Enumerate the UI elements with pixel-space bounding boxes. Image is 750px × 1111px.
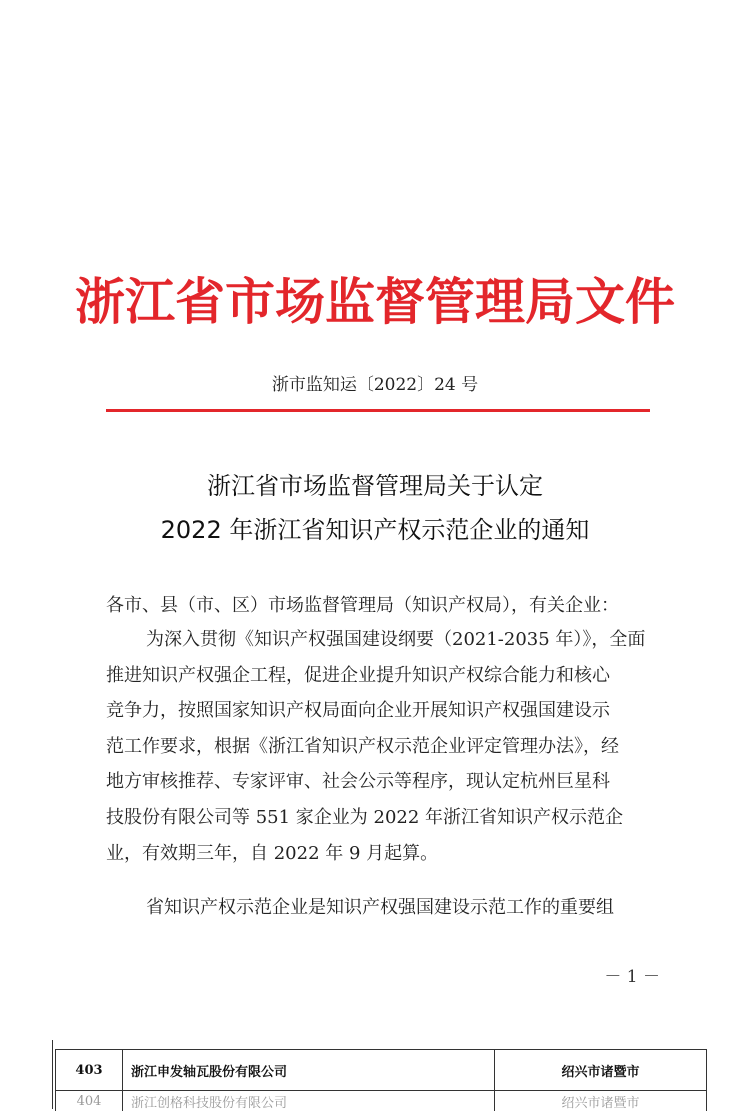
page-number: － 1 － xyxy=(560,962,660,987)
next-page-left-border xyxy=(52,1040,53,1109)
title-line-2: 2022 年浙江省知识产权示范企业的通知 xyxy=(0,508,750,552)
company-name: 浙江申发轴瓦股份有限公司 xyxy=(123,1050,495,1091)
masthead-title: 浙江省市场监督管理局文件 xyxy=(0,270,750,334)
red-divider xyxy=(106,409,650,412)
paragraph-line: 地方审核推荐、专家评审、社会公示等程序，现认定杭州巨星科 xyxy=(106,764,654,800)
title-line-1: 浙江省市场监督管理局关于认定 xyxy=(0,464,750,508)
table-row xyxy=(56,1091,707,1111)
paragraph-line: 竞争力，按照国家知识产权局面向企业开展知识产权强国建设示 xyxy=(106,693,654,729)
paragraph-line: 范工作要求，根据《浙江省知识产权示范企业评定管理办法》，经 xyxy=(106,729,654,765)
paragraph-line: 技股份有限公司等 551 家企业为 2022 年浙江省知识产权示范企 xyxy=(106,800,654,836)
paragraph-line: 业，有效期三年，自 2022 年 9 月起算。 xyxy=(106,836,654,872)
row-number: 403 xyxy=(56,1050,123,1091)
paragraph-line: 为深入贯彻《知识产权强国建设纲要（2021-2035 年）》，全面 xyxy=(106,622,654,658)
paragraph-1 xyxy=(106,622,654,871)
company-region: 绍兴市诸暨市 xyxy=(495,1091,707,1111)
paragraph-2: 省知识产权示范企业是知识产权强国建设示范工作的重要组 xyxy=(106,890,694,925)
salutation: 各市、县（市、区）市场监督管理局（知识产权局），有关企业： xyxy=(106,590,666,622)
paragraph-line: 推进知识产权强企工程，促进企业提升知识产权综合能力和核心 xyxy=(106,658,654,694)
row-number: 404 xyxy=(56,1091,123,1111)
document-number: 浙市监知运〔2022〕24 号 xyxy=(0,370,750,395)
company-name: 浙江创格科技股份有限公司 xyxy=(123,1091,495,1111)
company-region: 绍兴市诸暨市 xyxy=(495,1050,707,1091)
table-row xyxy=(56,1050,707,1091)
document-title xyxy=(0,464,750,552)
next-page-table xyxy=(55,1049,707,1111)
